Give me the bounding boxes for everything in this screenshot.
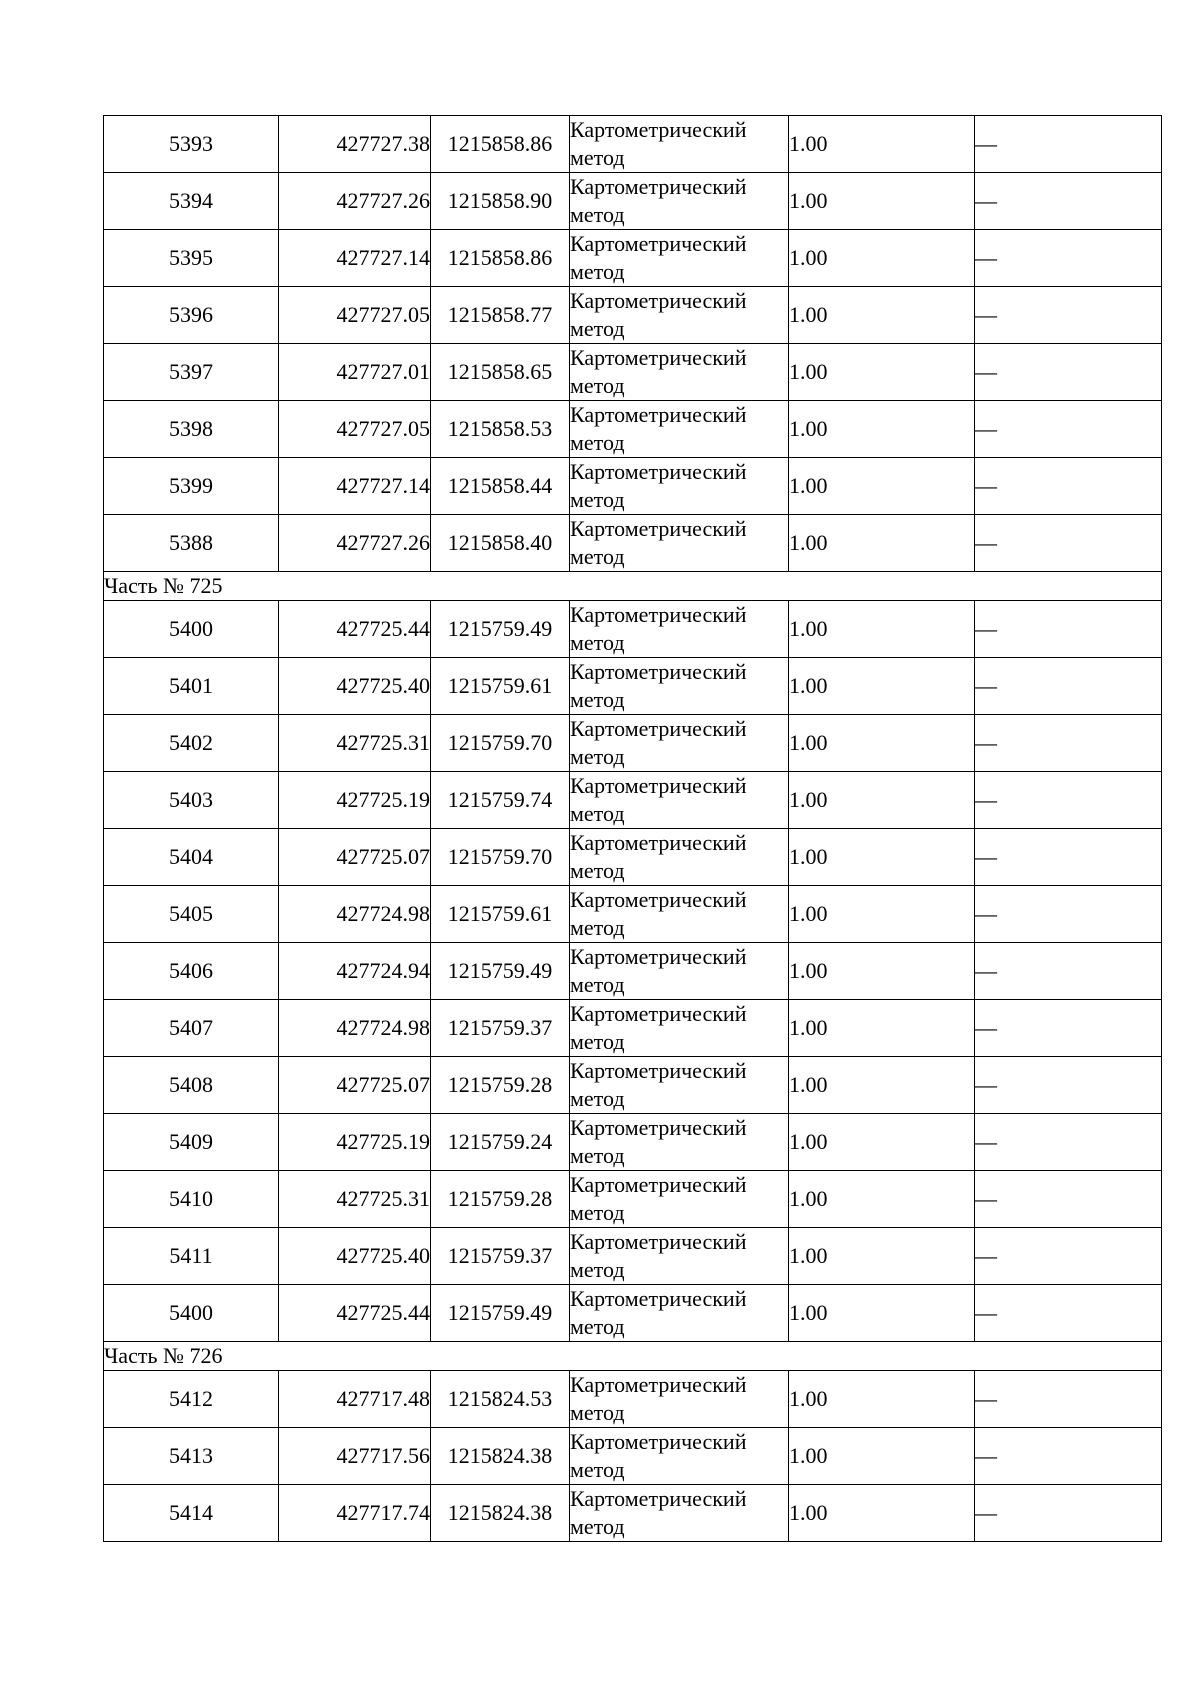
accuracy-cell: 1.00 [789, 1285, 975, 1342]
x-coordinate-cell: 427727.14 [279, 458, 431, 515]
method-cell [570, 173, 789, 230]
x-coordinate-cell: 427717.56 [279, 1428, 431, 1485]
table-row [104, 829, 1162, 886]
y-coordinate-cell: 1215759.28 [431, 1057, 570, 1114]
method-text-line: метод [570, 430, 625, 455]
method-text-line: Картометрический [570, 288, 747, 313]
x-coordinate-cell: 427717.74 [279, 1485, 431, 1542]
method-text-line: Картометрический [570, 117, 747, 142]
x-coordinate-cell: 427725.07 [279, 829, 431, 886]
x-coordinate-cell: 427724.98 [279, 886, 431, 943]
method-text-line: Картометрический [570, 1172, 747, 1197]
table-row [104, 344, 1162, 401]
accuracy-cell: 1.00 [789, 401, 975, 458]
method-text-line: метод [570, 1086, 625, 1111]
method-text-line: Картометрический [570, 944, 747, 969]
table-row [104, 1171, 1162, 1228]
x-coordinate-cell: 427725.19 [279, 772, 431, 829]
table-row [104, 1114, 1162, 1171]
x-coordinate-cell: 427717.48 [279, 1371, 431, 1428]
y-coordinate-cell: 1215759.49 [431, 1285, 570, 1342]
section-header-row [104, 572, 1162, 601]
accuracy-cell: 1.00 [789, 1171, 975, 1228]
method-text-line: метод [570, 1257, 625, 1282]
table-row [104, 715, 1162, 772]
method-cell [570, 1000, 789, 1057]
method-cell [570, 1485, 789, 1542]
method-text-line: Картометрический [570, 1286, 747, 1311]
method-text-line: метод [570, 487, 625, 512]
method-cell [570, 658, 789, 715]
method-cell [570, 829, 789, 886]
x-coordinate-cell: 427727.38 [279, 116, 431, 173]
accuracy-cell: 1.00 [789, 943, 975, 1000]
description-cell: — [975, 344, 1162, 401]
table-row [104, 943, 1162, 1000]
description-cell: — [975, 1114, 1162, 1171]
description-cell: — [975, 230, 1162, 287]
description-cell: — [975, 1228, 1162, 1285]
accuracy-cell: 1.00 [789, 1228, 975, 1285]
point-number-cell: 5413 [104, 1428, 279, 1485]
accuracy-cell: 1.00 [789, 1000, 975, 1057]
point-number-cell: 5395 [104, 230, 279, 287]
point-number-cell: 5388 [104, 515, 279, 572]
method-text-line: Картометрический [570, 345, 747, 370]
point-number-cell: 5409 [104, 1114, 279, 1171]
method-text-line: Картометрический [570, 1229, 747, 1254]
y-coordinate-cell: 1215759.61 [431, 658, 570, 715]
method-cell [570, 1114, 789, 1171]
y-coordinate-cell: 1215858.86 [431, 230, 570, 287]
x-coordinate-cell: 427727.26 [279, 173, 431, 230]
accuracy-cell: 1.00 [789, 658, 975, 715]
description-cell: — [975, 943, 1162, 1000]
method-text-line: метод [570, 544, 625, 569]
table-row [104, 1228, 1162, 1285]
y-coordinate-cell: 1215759.61 [431, 886, 570, 943]
point-number-cell: 5400 [104, 601, 279, 658]
method-text-line: метод [570, 801, 625, 826]
x-coordinate-cell: 427727.05 [279, 401, 431, 458]
method-text-line: метод [570, 316, 625, 341]
method-cell [570, 1371, 789, 1428]
method-cell [570, 230, 789, 287]
y-coordinate-cell: 1215759.37 [431, 1000, 570, 1057]
accuracy-cell: 1.00 [789, 116, 975, 173]
description-cell: — [975, 715, 1162, 772]
method-text-line: метод [570, 744, 625, 769]
table-row [104, 1057, 1162, 1114]
point-number-cell: 5396 [104, 287, 279, 344]
y-coordinate-cell: 1215858.44 [431, 458, 570, 515]
point-number-cell: 5402 [104, 715, 279, 772]
method-text-line: метод [570, 1514, 625, 1539]
y-coordinate-cell: 1215759.28 [431, 1171, 570, 1228]
point-number-cell: 5393 [104, 116, 279, 173]
x-coordinate-cell: 427727.26 [279, 515, 431, 572]
table-row [104, 116, 1162, 173]
method-text-line: Картометрический [570, 402, 747, 427]
accuracy-cell: 1.00 [789, 344, 975, 401]
method-cell [570, 1428, 789, 1485]
point-number-cell: 5403 [104, 772, 279, 829]
point-number-cell: 5394 [104, 173, 279, 230]
y-coordinate-cell: 1215858.86 [431, 116, 570, 173]
accuracy-cell: 1.00 [789, 1057, 975, 1114]
method-text-line: Картометрический [570, 174, 747, 199]
method-text-line: метод [570, 915, 625, 940]
description-cell: — [975, 886, 1162, 943]
y-coordinate-cell: 1215759.49 [431, 601, 570, 658]
accuracy-cell: 1.00 [789, 230, 975, 287]
method-text-line: метод [570, 373, 625, 398]
point-number-cell: 5410 [104, 1171, 279, 1228]
point-number-cell: 5408 [104, 1057, 279, 1114]
method-text-line: Картометрический [570, 459, 747, 484]
table-row [104, 658, 1162, 715]
y-coordinate-cell: 1215858.90 [431, 173, 570, 230]
method-text-line: метод [570, 972, 625, 997]
description-cell: — [975, 1285, 1162, 1342]
method-cell [570, 1171, 789, 1228]
method-text-line: Картометрический [570, 887, 747, 912]
method-text-line: метод [570, 1457, 625, 1482]
y-coordinate-cell: 1215858.65 [431, 344, 570, 401]
y-coordinate-cell: 1215858.53 [431, 401, 570, 458]
x-coordinate-cell: 427724.94 [279, 943, 431, 1000]
table-row [104, 287, 1162, 344]
description-cell: — [975, 1057, 1162, 1114]
x-coordinate-cell: 427725.31 [279, 1171, 431, 1228]
y-coordinate-cell: 1215759.70 [431, 715, 570, 772]
x-coordinate-cell: 427727.14 [279, 230, 431, 287]
y-coordinate-cell: 1215759.37 [431, 1228, 570, 1285]
accuracy-cell: 1.00 [789, 1428, 975, 1485]
description-cell: — [975, 515, 1162, 572]
method-text-line: Картометрический [570, 516, 747, 541]
point-number-cell: 5411 [104, 1228, 279, 1285]
description-cell: — [975, 658, 1162, 715]
y-coordinate-cell: 1215824.53 [431, 1371, 570, 1428]
point-number-cell: 5398 [104, 401, 279, 458]
table-row [104, 1485, 1162, 1542]
method-cell [570, 1057, 789, 1114]
coordinates-table [103, 115, 1162, 1542]
y-coordinate-cell: 1215824.38 [431, 1428, 570, 1485]
section-label: Часть № 725 [104, 572, 1162, 601]
y-coordinate-cell: 1215759.70 [431, 829, 570, 886]
method-text-line: Картометрический [570, 602, 747, 627]
method-cell [570, 401, 789, 458]
method-text-line: метод [570, 1400, 625, 1425]
x-coordinate-cell: 427727.05 [279, 287, 431, 344]
table-row [104, 601, 1162, 658]
method-text-line: метод [570, 1314, 625, 1339]
point-number-cell: 5401 [104, 658, 279, 715]
y-coordinate-cell: 1215858.77 [431, 287, 570, 344]
table-row [104, 1371, 1162, 1428]
method-cell [570, 344, 789, 401]
y-coordinate-cell: 1215759.49 [431, 943, 570, 1000]
accuracy-cell: 1.00 [789, 601, 975, 658]
point-number-cell: 5405 [104, 886, 279, 943]
method-text-line: Картометрический [570, 830, 747, 855]
accuracy-cell: 1.00 [789, 1371, 975, 1428]
method-text-line: Картометрический [570, 1115, 747, 1140]
table-row [104, 1000, 1162, 1057]
method-text-line: Картометрический [570, 1001, 747, 1026]
method-text-line: метод [570, 202, 625, 227]
x-coordinate-cell: 427725.31 [279, 715, 431, 772]
description-cell: — [975, 1171, 1162, 1228]
description-cell: — [975, 1428, 1162, 1485]
method-cell [570, 287, 789, 344]
point-number-cell: 5404 [104, 829, 279, 886]
method-text-line: метод [570, 145, 625, 170]
accuracy-cell: 1.00 [789, 715, 975, 772]
description-cell: — [975, 458, 1162, 515]
description-cell: — [975, 116, 1162, 173]
x-coordinate-cell: 427725.07 [279, 1057, 431, 1114]
description-cell: — [975, 772, 1162, 829]
method-text-line: метод [570, 1029, 625, 1054]
y-coordinate-cell: 1215759.74 [431, 772, 570, 829]
accuracy-cell: 1.00 [789, 173, 975, 230]
table-row [104, 772, 1162, 829]
method-cell [570, 886, 789, 943]
x-coordinate-cell: 427725.19 [279, 1114, 431, 1171]
table-row [104, 458, 1162, 515]
section-header-row [104, 1342, 1162, 1371]
table-body [104, 116, 1162, 1542]
accuracy-cell: 1.00 [789, 829, 975, 886]
point-number-cell: 5414 [104, 1485, 279, 1542]
method-cell [570, 772, 789, 829]
description-cell: — [975, 1000, 1162, 1057]
x-coordinate-cell: 427724.98 [279, 1000, 431, 1057]
method-cell [570, 943, 789, 1000]
accuracy-cell: 1.00 [789, 886, 975, 943]
table-row [104, 1428, 1162, 1485]
x-coordinate-cell: 427725.40 [279, 658, 431, 715]
y-coordinate-cell: 1215858.40 [431, 515, 570, 572]
point-number-cell: 5397 [104, 344, 279, 401]
method-text-line: метод [570, 1143, 625, 1168]
accuracy-cell: 1.00 [789, 458, 975, 515]
x-coordinate-cell: 427727.01 [279, 344, 431, 401]
x-coordinate-cell: 427725.44 [279, 601, 431, 658]
description-cell: — [975, 173, 1162, 230]
method-text-line: Картометрический [570, 1429, 747, 1454]
x-coordinate-cell: 427725.44 [279, 1285, 431, 1342]
accuracy-cell: 1.00 [789, 515, 975, 572]
section-label: Часть № 726 [104, 1342, 1162, 1371]
point-number-cell: 5399 [104, 458, 279, 515]
point-number-cell: 5406 [104, 943, 279, 1000]
method-text-line: Картометрический [570, 1058, 747, 1083]
method-text-line: Картометрический [570, 773, 747, 798]
description-cell: — [975, 1371, 1162, 1428]
method-cell [570, 1285, 789, 1342]
method-cell [570, 601, 789, 658]
description-cell: — [975, 287, 1162, 344]
point-number-cell: 5400 [104, 1285, 279, 1342]
accuracy-cell: 1.00 [789, 772, 975, 829]
method-text-line: метод [570, 630, 625, 655]
accuracy-cell: 1.00 [789, 1485, 975, 1542]
table-row [104, 401, 1162, 458]
point-number-cell: 5407 [104, 1000, 279, 1057]
description-cell: — [975, 601, 1162, 658]
accuracy-cell: 1.00 [789, 1114, 975, 1171]
y-coordinate-cell: 1215824.38 [431, 1485, 570, 1542]
method-text-line: Картометрический [570, 659, 747, 684]
method-text-line: метод [570, 858, 625, 883]
description-cell: — [975, 401, 1162, 458]
table-row [104, 173, 1162, 230]
table-row [104, 886, 1162, 943]
description-cell: — [975, 829, 1162, 886]
method-text-line: Картометрический [570, 231, 747, 256]
method-cell [570, 458, 789, 515]
method-text-line: Картометрический [570, 1372, 747, 1397]
method-cell [570, 715, 789, 772]
x-coordinate-cell: 427725.40 [279, 1228, 431, 1285]
method-text-line: метод [570, 687, 625, 712]
method-text-line: метод [570, 259, 625, 284]
method-text-line: метод [570, 1200, 625, 1225]
table-row [104, 1285, 1162, 1342]
method-text-line: Картометрический [570, 716, 747, 741]
description-cell: — [975, 1485, 1162, 1542]
table-row [104, 515, 1162, 572]
method-cell [570, 116, 789, 173]
method-text-line: Картометрический [570, 1486, 747, 1511]
method-cell [570, 1228, 789, 1285]
point-number-cell: 5412 [104, 1371, 279, 1428]
table-row [104, 230, 1162, 287]
accuracy-cell: 1.00 [789, 287, 975, 344]
y-coordinate-cell: 1215759.24 [431, 1114, 570, 1171]
method-cell [570, 515, 789, 572]
